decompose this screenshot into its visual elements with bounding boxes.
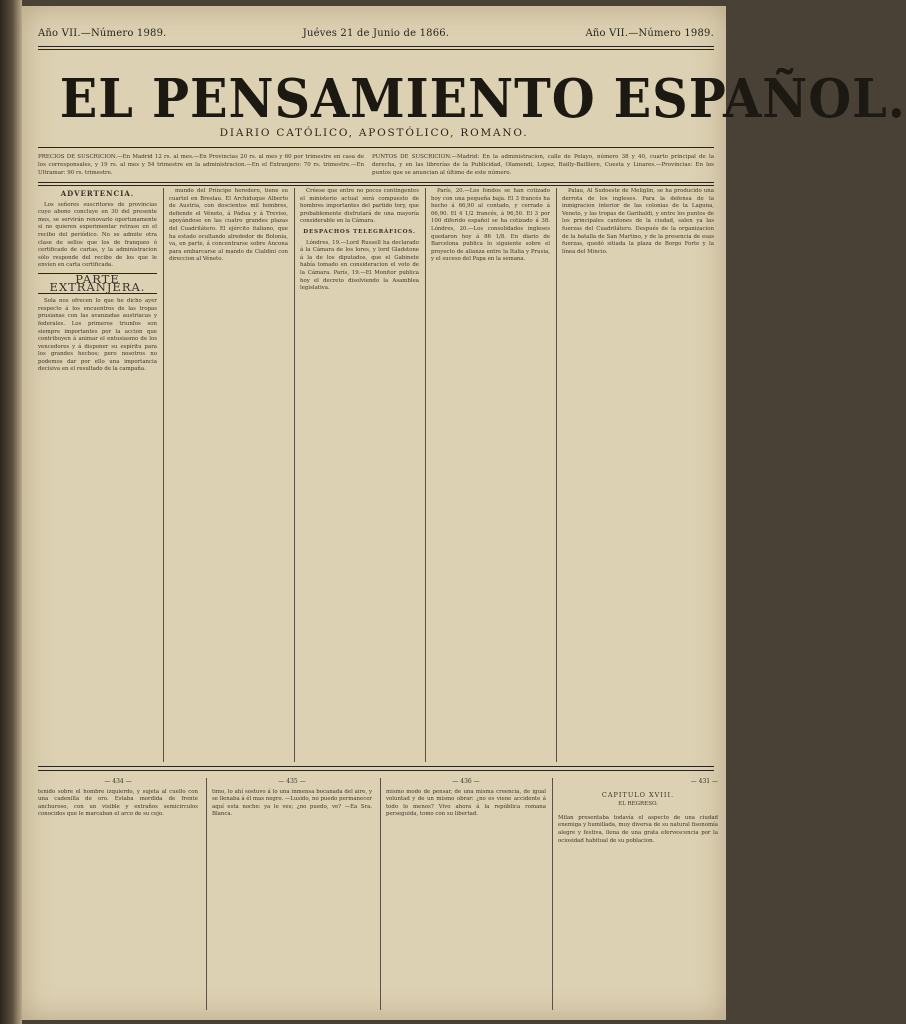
folletin-rule-2 xyxy=(38,770,714,771)
folletin-column-3 xyxy=(386,778,546,1010)
column-4-text: París, 20.—Los fondos se han cotizado hoy con una pequeña baja. El 3 francés ha hecho á 66,90 al contado, y cerrado á 66,90. El 4 1/2 francés, á 96,50. El 3 por 100 diferido español se ha cotizado á 38. Lóndres, 20.—Los consolidados ingleses quedaron hoy á 86 1/8. En diario de Barcelona publica lo siguiente sobre el proyecto de alianza entre la Italia y Prusia, y el suceso del Papa en la semana. xyxy=(431,188,550,263)
column-3-text: Créese que entre no pocos contingentes el ministerio actual será compuesto de hombres importantes del partido tory, que probablemente disfrutará de una mayoría considerable en la Cámara. xyxy=(300,188,419,225)
column-divider xyxy=(380,778,381,1010)
masthead-subtitle: DIARIO CATÓLICO, APOSTÓLICO, ROMANO. xyxy=(219,127,529,139)
column-5 xyxy=(562,188,714,762)
issue-number-right: Año VII.—Número 1989. xyxy=(585,27,714,39)
folletin-rule xyxy=(38,766,714,767)
folletin-column-2 xyxy=(212,778,372,1010)
column-5-text: Palau, Al Sudoeste de Meliglin, se ha producido una derrota de los ingleses. Para la defensa de la inmigracion interior de las colonias de la Laguna, Veneto, y las tropas de Garibaldi, y entre los puntos de los principales cantones de la ciudad, salen ya las fuerzas del Cuadrilátero. Después de la organizacion de la batalla de San Martino, y de la presencia de esas fuerzas, quedó sitiada la plaza de Borgo Forte y la línea del Mincio. xyxy=(562,188,714,255)
newspaper-page xyxy=(22,6,906,1020)
folletin-section xyxy=(38,778,718,1010)
column-1 xyxy=(38,188,157,762)
masthead-title: EL PENSAMIENTO ESPAÑOL. xyxy=(59,68,906,130)
column-divider xyxy=(425,188,426,762)
header-rule-top-2 xyxy=(38,49,714,50)
despachos-heading: DESPACHOS TELEGRÁFICOS. xyxy=(303,228,416,235)
column-divider xyxy=(294,188,295,762)
column-2-text: mundo del Príncipe heredero, tiene su cuartel en Breslau. El Archiduque Alberto de Austria, con doscientos mil hombres, defiende el Véneto, á Pádua y á Treviso, apoyándose en las cuatro grandes plazas del Cuadrilátero. El ejército italiano, que ha estado ocultando alrededor de Bolonia, va, en parte, á concentrarse sobre Ancona para embarcarse al mando de Cialdini con direccion al Véneto. xyxy=(169,188,288,263)
column-divider xyxy=(163,188,164,762)
folletin-page-number: — 434 — xyxy=(104,778,132,785)
folletin-column-4 xyxy=(558,778,718,1010)
issue-date: Juéves 21 de Junio de 1866. xyxy=(302,27,450,39)
advertencia-heading: ADVERTENCIA. xyxy=(60,189,135,198)
column-3 xyxy=(300,188,419,762)
folletin-page-number: — 431 — xyxy=(690,778,718,785)
subscription-rule-2 xyxy=(38,185,714,186)
header-rule-top xyxy=(38,46,714,47)
column-divider xyxy=(552,778,553,1010)
folletin-text: timo, lo ahí sostuvo á lo una inmensa bocanada del aire, y se llenaba á él mas negro. —Lusido, no puedo permanecer aquí esta noche: ya le ves; ¿no puedo, ve? —Ea Sra. Blanca. xyxy=(212,788,373,818)
column-2 xyxy=(169,188,288,762)
folletin-text: mismo modo de pensar, de una misma creencia, de igual voluntad y de un mismo obrar: ¿no es viene accidente á todo lo menos? Vivo ahora á la república romana perseguida, tomo con su libertad. xyxy=(386,788,546,818)
chapter-subtitle: EL REGRESO. xyxy=(618,801,658,808)
column-3-despachos: Lóndres, 19.—Lord Russell ha declarado á la Cámara de los lores, y lord Gladstone á la de los diputados, que el Gabinete había tomado en consideracion el voto de la Cámara. París, 19.—El Monitor publica hoy el decreto disolviendo la Asamblea legislativa. xyxy=(300,239,419,292)
column-divider xyxy=(206,778,207,1010)
issue-line xyxy=(38,23,714,43)
main-columns xyxy=(38,188,714,762)
subtitle-rule xyxy=(38,147,714,148)
issue-number-left: Año VII.—Número 1989. xyxy=(38,27,167,39)
folletin-page-number: — 436 — xyxy=(452,778,480,785)
folletin-column-1 xyxy=(38,778,198,1010)
parte-extranjera-heading: PARTE EXTRANJERA. xyxy=(38,273,157,294)
column-4 xyxy=(431,188,550,762)
chapter-heading: CAPITULO XVIII. xyxy=(601,790,675,799)
subscription-rule xyxy=(38,182,714,183)
subscription-points: PUNTOS DE SUSCRICION.—Madrid: En la administracion, calle de Pelayo, número 38 y 40, cuarto principal de la derecha, y en las librerías de la Publicidad, Olamendi, Lopez, Bailly-Bailliere, Cuesta y Linares.—Provincias: En los puntos que se anuncian al último de este número. xyxy=(372,154,714,176)
folletin-page-number: — 435 — xyxy=(278,778,306,785)
subscription-prices: PRECIOS DE SUSCRICION.—En Madrid 12 rs. al mes.—En Provincias 20 rs. al mes y 60 por trimestre en casa de los corresponsales, y 19 rs. al mes y 54 trimestre en la administracion.—En el Extranjero: 70 rs. trimestre.—En Ultramar: 90 rs. trimestre. xyxy=(38,154,364,176)
folletin-text: Milan presentaba todavía el aspecto de una ciudad enemiga y humillada, muy diversa de su natural fisonomía alegre y festiva, llena de una grata efervescencia por la ociosidad habitual de su poblacion. xyxy=(558,814,718,844)
folletin-text: tenido sobre el hombre izquierdo, y sujeta al cuello con una cadenilla de oro. Estaba mordida de frente anchuroso, con un visible y extraños semicirculos conocidos que le marcaban el arco de su cejo. xyxy=(38,788,198,818)
book-spine xyxy=(0,0,22,1024)
column-divider xyxy=(556,188,557,762)
column-1-text: Sola nos ofrecen lo que he dicho ayer respecto á los encuentros de las tropas prusianas con las avanzadas austriacas y federales. Los primeros triunfos son siempre importantes por la accion que contribuyen á animar el entusiasmo de los vencedores y á disponer su espíritu para los grandes hechos; pero nosotros no podemos dar por ello una importancia decisiva en el resultado de la campaña. xyxy=(38,298,157,373)
advertencia-text: Los señores suscritores de provincias cuyo abono concluye en 30 del presente mes, se servirán renovarlo oportunamente si no quieren experimentar retraso en el recibo del periódico. No se admite otra clase de sellos que los de franqueo ó certificado de cartas, y la administracion sólo responde del recibo de los que le envíen en carta certificada. xyxy=(38,201,157,269)
